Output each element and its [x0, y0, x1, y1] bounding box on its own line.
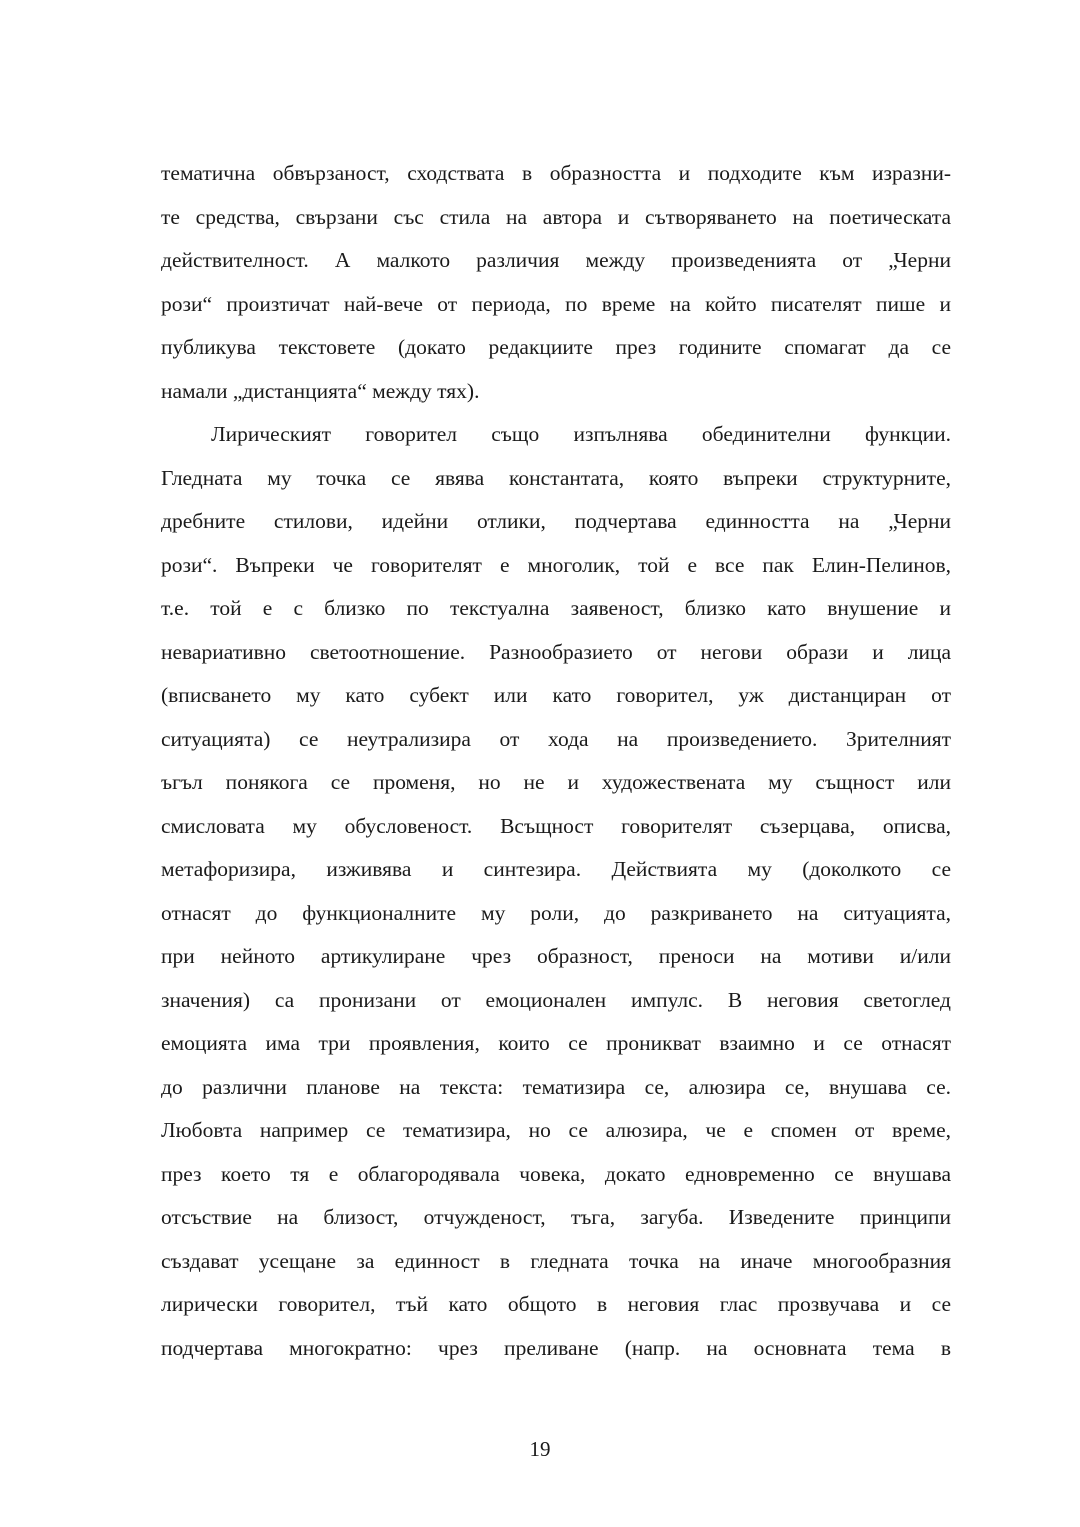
text-line: действителност. А малкото различия между произведенията от „Черни: [161, 248, 951, 272]
text-line: отнасят до функционалните му роли, до разкриването на ситуацията,: [161, 900, 951, 925]
text-line: ъгъл понякога се променя, но не и художествената му същност или: [161, 770, 951, 794]
text-line: лирически говорител, тъй като общото в неговия глас прозвучава и се: [161, 1292, 951, 1316]
text-line: създават усещане за единност в гледната точка на иначе многообразния: [161, 1248, 951, 1273]
text-line: Любовта например се тематизира, но се алюзира, че е спомен от време,: [161, 1118, 951, 1142]
text-line: подчертава многократно: чрез преливане (напр. на основната тема в: [161, 1335, 951, 1360]
text-line: невариативно светоотношение. Разнообразието от негови образи и лица: [161, 639, 951, 664]
text-line: метафоризира, изживява и синтезира. Действията му (доколкото се: [161, 857, 951, 881]
text-line: тематична обвързаност, сходствата в образността и подходите към изразни-: [161, 161, 951, 185]
text-line: смисловата му обусловеност. Всъщност говорителят съзерцава, описва,: [161, 813, 951, 838]
paragraph-2: [161, 415, 951, 1372]
text-line: значения) са пронизани от емоционален импулс. В неговия светоглед: [161, 987, 951, 1012]
text-line: намали „дистанцията“ между тях).: [161, 378, 480, 403]
text-line: ситуацията) се неутрализира от хода на произведението. Зрителният: [161, 726, 951, 751]
text-line: при нейното артикулиране чрез образност, преноси на мотиви и/или: [161, 944, 951, 968]
text-line: дребните стилови, идейни отлики, подчертава единността на „Черни: [161, 509, 951, 533]
text-line: (вписването му като субект или като говорител, уж дистанциран от: [161, 683, 951, 707]
body-text: [161, 154, 951, 1372]
text-line: те средства, свързани със стила на автора и сътворяването на поетическата: [161, 204, 951, 229]
text-line: рози“. Въпреки че говорителят е многолик, той е все пак Елин-Пелинов,: [161, 552, 951, 577]
paragraph-1: [161, 154, 951, 415]
text-line: през което тя е облагородявала човека, докато едновременно се внушава: [161, 1161, 951, 1186]
text-line: рози“ произтичат най-вече от периода, по време на който писателят пише и: [161, 291, 951, 316]
text-line: публикува текстовете (докато редакциите през годините спомагат да се: [161, 335, 951, 359]
text-line: т.е. той е с близко по текстуална заявеност, близко като внушение и: [161, 596, 951, 620]
text-line: до различни планове на текста: тематизира се, алюзира се, внушава се.: [161, 1074, 951, 1099]
text-line: Лирическият говорител също изпълнява обединителни функции.: [211, 422, 951, 446]
text-line: емоцията има три проявления, които се проникват взаимно и се отнасят: [161, 1031, 951, 1055]
page-number: 19: [529, 1437, 551, 1461]
text-line: Гледната му точка се явява константата, която въпреки структурните,: [161, 465, 951, 490]
text-line: отсъствие на близост, отчужденост, тъга, загуба. Изведените принципи: [161, 1205, 951, 1229]
